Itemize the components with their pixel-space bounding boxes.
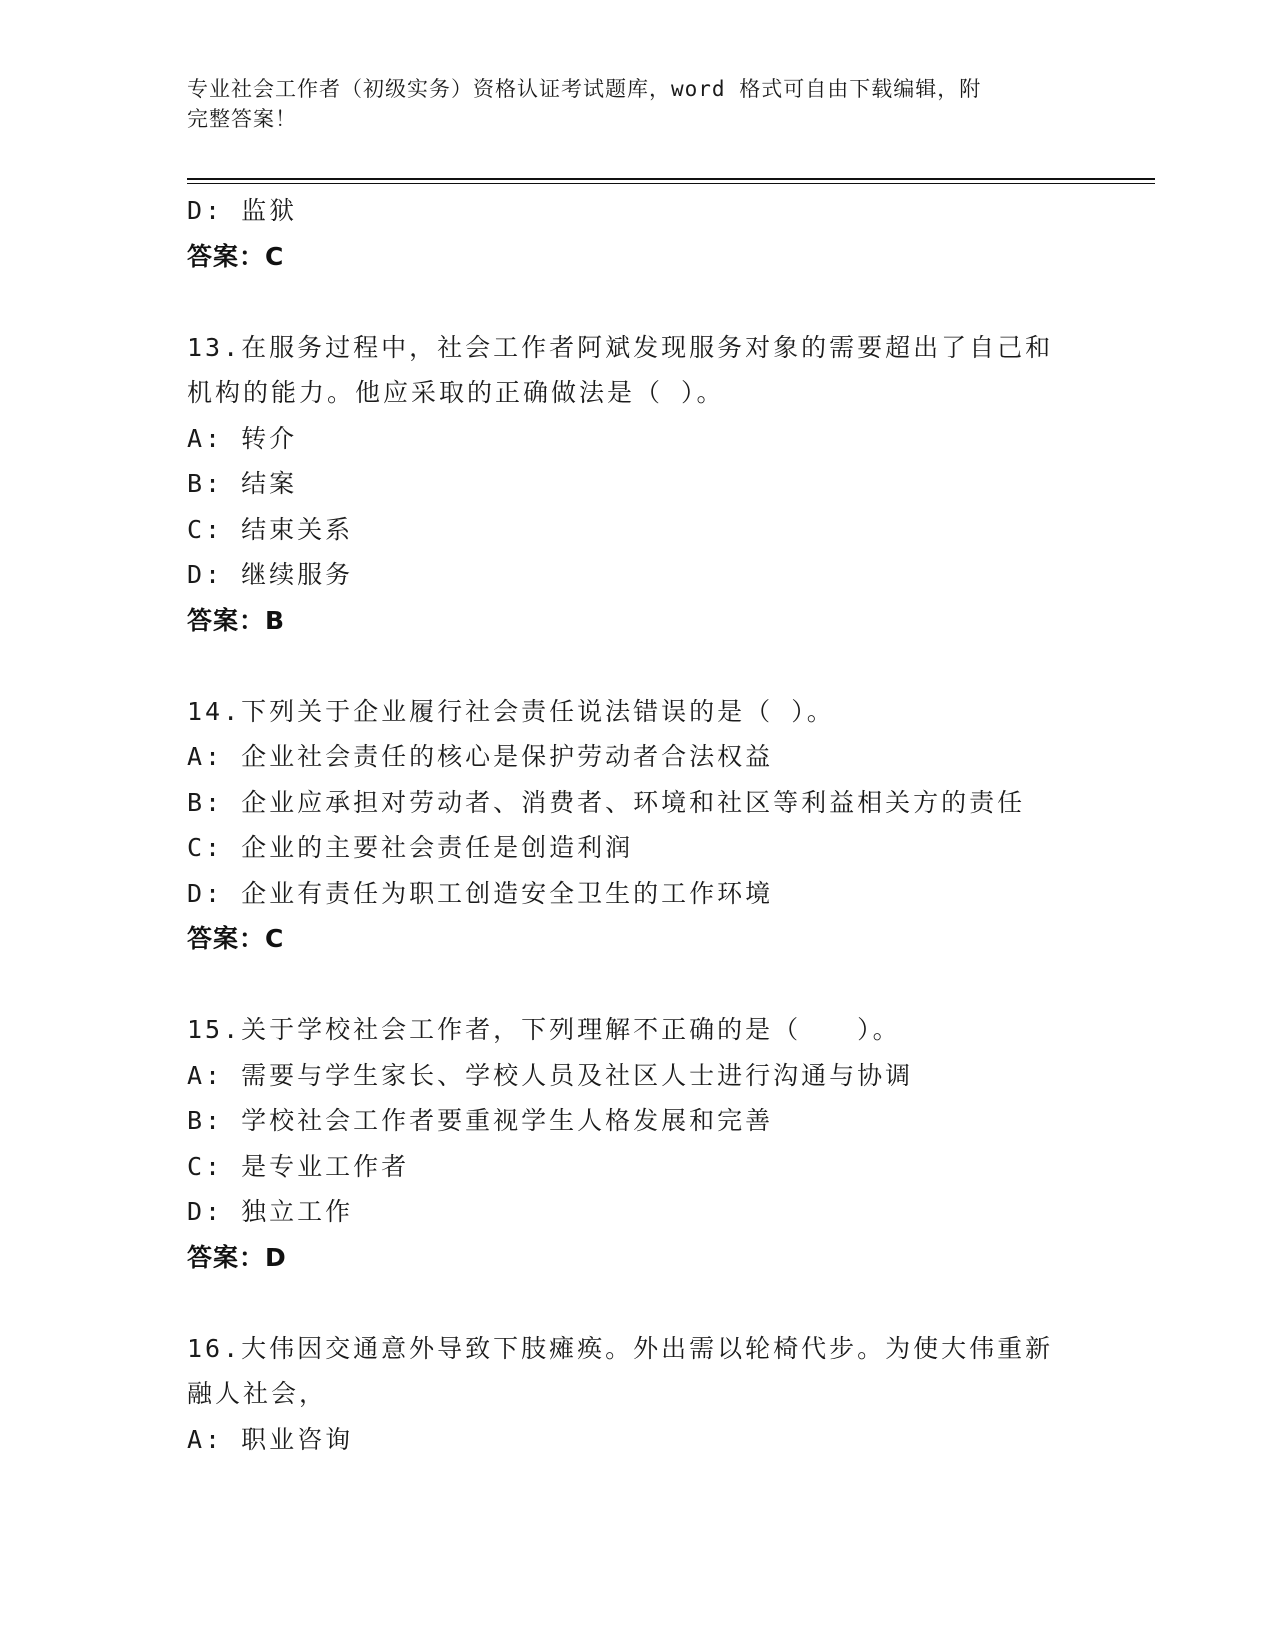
- option-a: A: 需要与学生家长、学校人员及社区人士进行沟通与协调: [187, 1060, 914, 1090]
- question-stem: 15.关于学校社会工作者，下列理解不正确的是（ ）。: [187, 1015, 901, 1044]
- option-d: D: 监狱: [187, 196, 298, 225]
- header-rule-thin: [187, 183, 1155, 184]
- spacer: [187, 962, 1187, 1008]
- option-c: C: 企业的主要社会责任是创造利润: [187, 833, 634, 862]
- answer-line: 答案：C: [187, 241, 285, 271]
- spacer: [187, 279, 1187, 325]
- option-d: D: 继续服务: [187, 560, 354, 589]
- question-13: [187, 325, 1187, 644]
- header-line-2: 完整答案！: [187, 107, 297, 131]
- page-header: [187, 74, 1087, 134]
- question-list: [187, 188, 1187, 1462]
- spacer: [187, 643, 1187, 689]
- option-b: B: 企业应承担对劳动者、消费者、环境和社区等利益相关方的责任: [187, 787, 1026, 817]
- question-14: [187, 689, 1187, 962]
- question-stem: 14.下列关于企业履行社会责任说法错误的是（ ）。: [187, 696, 835, 726]
- answer-line: 答案：C: [187, 924, 285, 953]
- option-a: A: 企业社会责任的核心是保护劳动者合法权益: [187, 742, 774, 771]
- question-stem: 13.在服务过程中，社会工作者阿斌发现服务对象的需要超出了自己和: [187, 332, 1054, 362]
- option-d: D: 独立工作: [187, 1197, 354, 1226]
- option-c: C: 是专业工作者: [187, 1151, 410, 1181]
- header-line-1: 专业社会工作者（初级实务）资格认证考试题库，word 格式可自由下载编辑，附: [187, 77, 982, 101]
- option-c: C: 结束关系: [187, 514, 354, 544]
- spacer: [187, 1280, 1187, 1326]
- answer-line: 答案：D: [187, 1242, 287, 1272]
- question-15: [187, 1007, 1187, 1280]
- option-b: B: 结案: [187, 469, 298, 498]
- question-stem: 融人社会，: [187, 1379, 328, 1408]
- question-16: [187, 1326, 1187, 1463]
- answer-line: 答案：B: [187, 605, 286, 635]
- question-stem: 16.大伟因交通意外导致下肢瘫痪。外出需以轮椅代步。为使大伟重新: [187, 1333, 1054, 1363]
- option-a: A: 职业咨询: [187, 1424, 354, 1454]
- header-rule-thick: [187, 178, 1155, 180]
- option-d: D: 企业有责任为职工创造安全卫生的工作环境: [187, 878, 774, 908]
- question-stem: 机构的能力。他应采取的正确做法是（ ）。: [187, 378, 725, 407]
- option-b: B: 学校社会工作者要重视学生人格发展和完善: [187, 1106, 774, 1135]
- option-a: A: 转介: [187, 423, 298, 453]
